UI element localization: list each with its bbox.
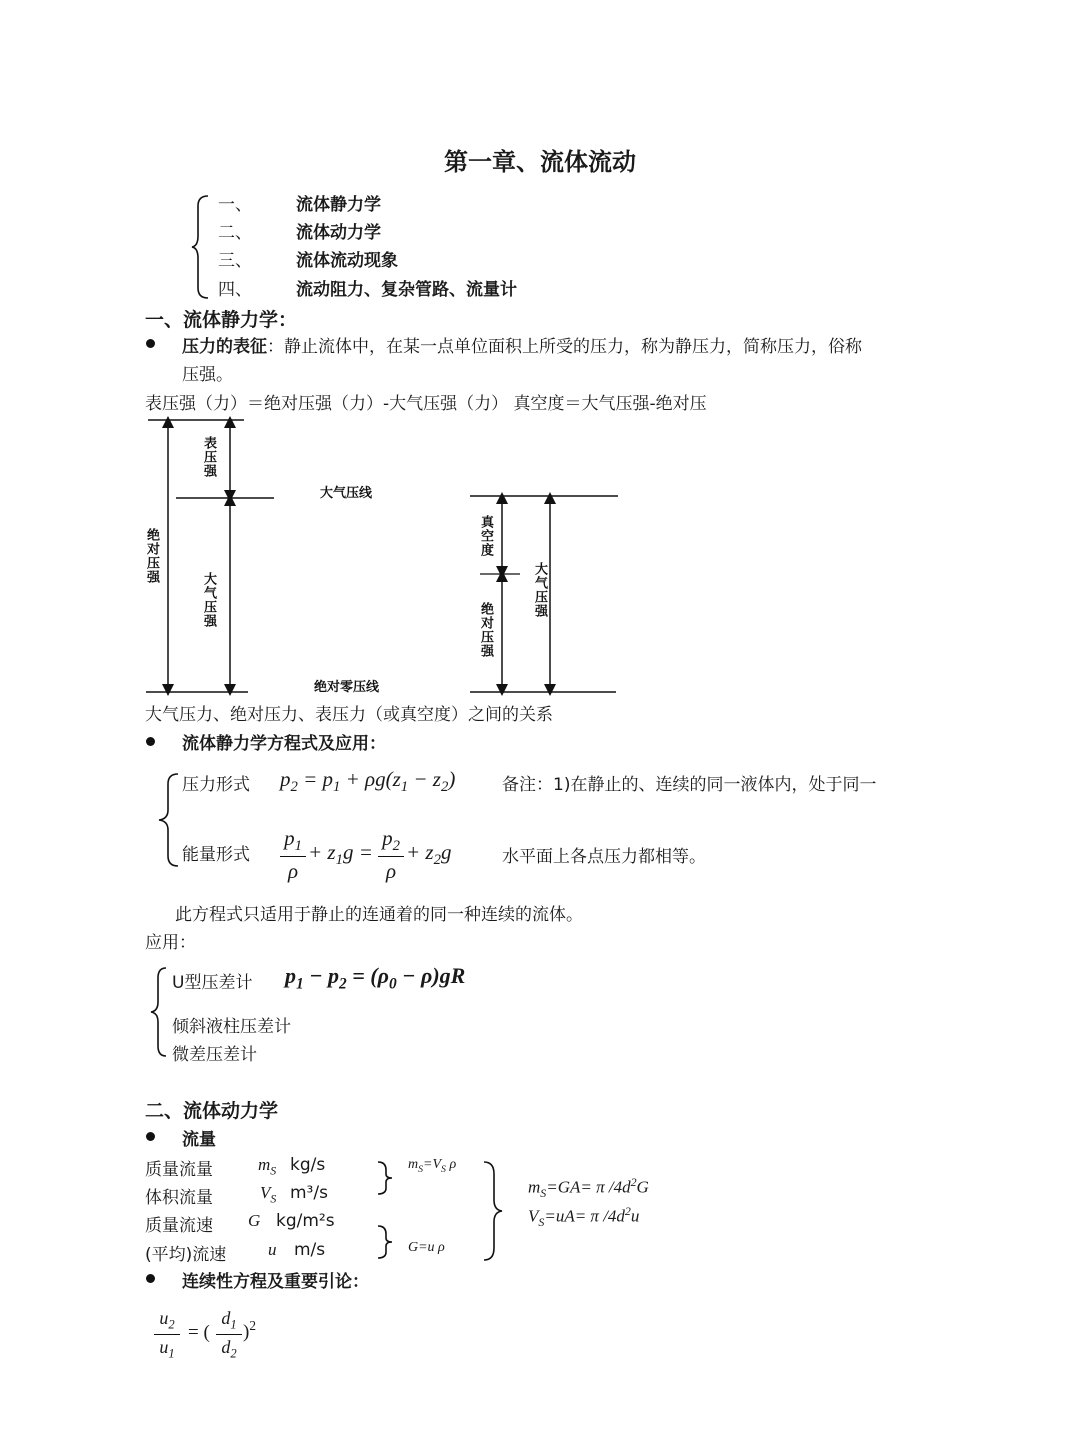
app-micro: 微差压差计 bbox=[172, 1045, 257, 1065]
note-line1: 备注：1)在静止的、连续的同一液体内，处于同一 bbox=[502, 775, 877, 795]
flow-row-symbol: u bbox=[268, 1240, 277, 1259]
bullet-icon bbox=[146, 339, 155, 348]
pressure-equation: $p_2 = p_1 + \rho g(z_1 - z_2)$ bbox=[280, 767, 456, 796]
fraction-d1-d2: $\frac{d_1}{d_2}$ bbox=[216, 1308, 242, 1361]
vacuum-label: 真空度 bbox=[478, 515, 493, 557]
u-manometer-equation: $p_1 - p_2 = (\rho_0 - \rho)gR$ bbox=[285, 963, 466, 993]
app-u-manometer: U型压差计 bbox=[172, 973, 253, 993]
flow-row-symbol: G bbox=[248, 1211, 261, 1230]
note-line2: 水平面上各点压力都相等。 bbox=[502, 847, 706, 867]
toc-num: 二、 bbox=[218, 223, 252, 243]
pressure-def-text: ：静止流体中，在某一点单位面积上所受的压力，称为静压力，简称压力，俗称 bbox=[267, 337, 862, 357]
pressure-term: 压力的表征 bbox=[182, 337, 267, 357]
energy-eq-mid: + $z_1g$ = bbox=[308, 840, 373, 869]
energy-form-label: 能量形式 bbox=[182, 845, 250, 865]
toc-num: 四、 bbox=[218, 280, 252, 300]
ms-area-relation: $m_S=GA= \pi$ $/4d^2G$ bbox=[528, 1175, 649, 1201]
flow-row-symbol: $m_S$ bbox=[258, 1155, 277, 1178]
g-relation: G=u ρ bbox=[408, 1240, 445, 1255]
gauge-label: 表压强 bbox=[201, 436, 216, 478]
bullet-icon bbox=[146, 1132, 155, 1141]
flow-row-unit: kg/s bbox=[290, 1155, 326, 1175]
flow-row-unit: m³/s bbox=[290, 1183, 328, 1203]
equation-brace bbox=[156, 772, 180, 868]
bullet-icon bbox=[146, 1274, 155, 1283]
absolute2-label: 绝对压强 bbox=[478, 602, 493, 658]
eq-heading: 流体静力学方程式及应用： bbox=[182, 734, 386, 754]
flow-heading: 流量 bbox=[182, 1130, 216, 1150]
pressure-relation: 表压强（力）＝绝对压强（力）-大气压强（力） 真空度＝大气压强-绝对压 bbox=[145, 394, 707, 414]
bullet-icon bbox=[146, 737, 155, 746]
app-inclined: 倾斜液柱压差计 bbox=[172, 1017, 291, 1037]
zero-line-label: 绝对零压线 bbox=[314, 680, 380, 695]
continuity-equals: = ( bbox=[188, 1322, 210, 1343]
section-heading: 二、流体动力学 bbox=[145, 1100, 279, 1122]
pressure-def-cont: 压强。 bbox=[182, 365, 233, 385]
toc-num: 一、 bbox=[218, 195, 252, 215]
flow-row-name: 质量流速 bbox=[145, 1216, 213, 1236]
continuity-close: )$^2$ bbox=[243, 1318, 256, 1343]
continuity-heading: 连续性方程及重要引论： bbox=[182, 1272, 369, 1292]
flow-row-unit: kg/m²s bbox=[276, 1211, 335, 1231]
flow-row-symbol: $V_S$ bbox=[260, 1183, 277, 1206]
application-brace bbox=[148, 966, 168, 1058]
toc-item: 流体静力学 bbox=[296, 195, 381, 215]
pressure-form-label: 压力形式 bbox=[182, 775, 250, 795]
atm2-label: 大气压强 bbox=[532, 562, 547, 618]
ms-relation: $m_S=V_S$ ρ bbox=[408, 1157, 457, 1175]
pressure-definition bbox=[182, 332, 862, 357]
vs-area-relation: $V_S=uA= \pi$ $/4d^2u$ bbox=[528, 1204, 640, 1230]
atm-line-label: 大气压线 bbox=[320, 486, 373, 501]
flow-row-name: 体积流量 bbox=[145, 1188, 213, 1208]
diagram-caption: 大气压力、绝对压力、表压力（或真空度）之间的关系 bbox=[145, 705, 553, 725]
toc-item: 流体动力学 bbox=[296, 223, 381, 243]
fraction-p1-rho: $\frac{p_1}{\rho}$ bbox=[280, 826, 306, 884]
fraction-u2-u1: $\frac{u_2}{u_1}$ bbox=[154, 1308, 180, 1361]
flow-row-name: 质量流量 bbox=[145, 1160, 213, 1180]
toc-item: 流动阻力、复杂管路、流量计 bbox=[296, 280, 517, 300]
applicability-text: 此方程式只适用于静止的连通着的同一种连续的流体。 bbox=[175, 905, 583, 925]
page-title: 第一章、流体流动 bbox=[444, 148, 636, 176]
toc-item: 流体流动现象 bbox=[296, 251, 398, 271]
application-label: 应用： bbox=[145, 933, 196, 953]
section-heading: 一、流体静力学： bbox=[145, 309, 298, 331]
atm-label: 大气压强 bbox=[201, 572, 216, 628]
toc-brace bbox=[190, 192, 210, 302]
fraction-p2-rho: $\frac{p_2}{\rho}$ bbox=[378, 826, 404, 884]
flow-row-unit: m/s bbox=[294, 1240, 326, 1260]
flow-row-name: (平均)流速 bbox=[145, 1245, 227, 1265]
absolute-label: 绝对压强 bbox=[144, 528, 159, 584]
toc-num: 三、 bbox=[218, 251, 252, 271]
energy-eq-end: + $z_2g$ bbox=[406, 840, 452, 869]
